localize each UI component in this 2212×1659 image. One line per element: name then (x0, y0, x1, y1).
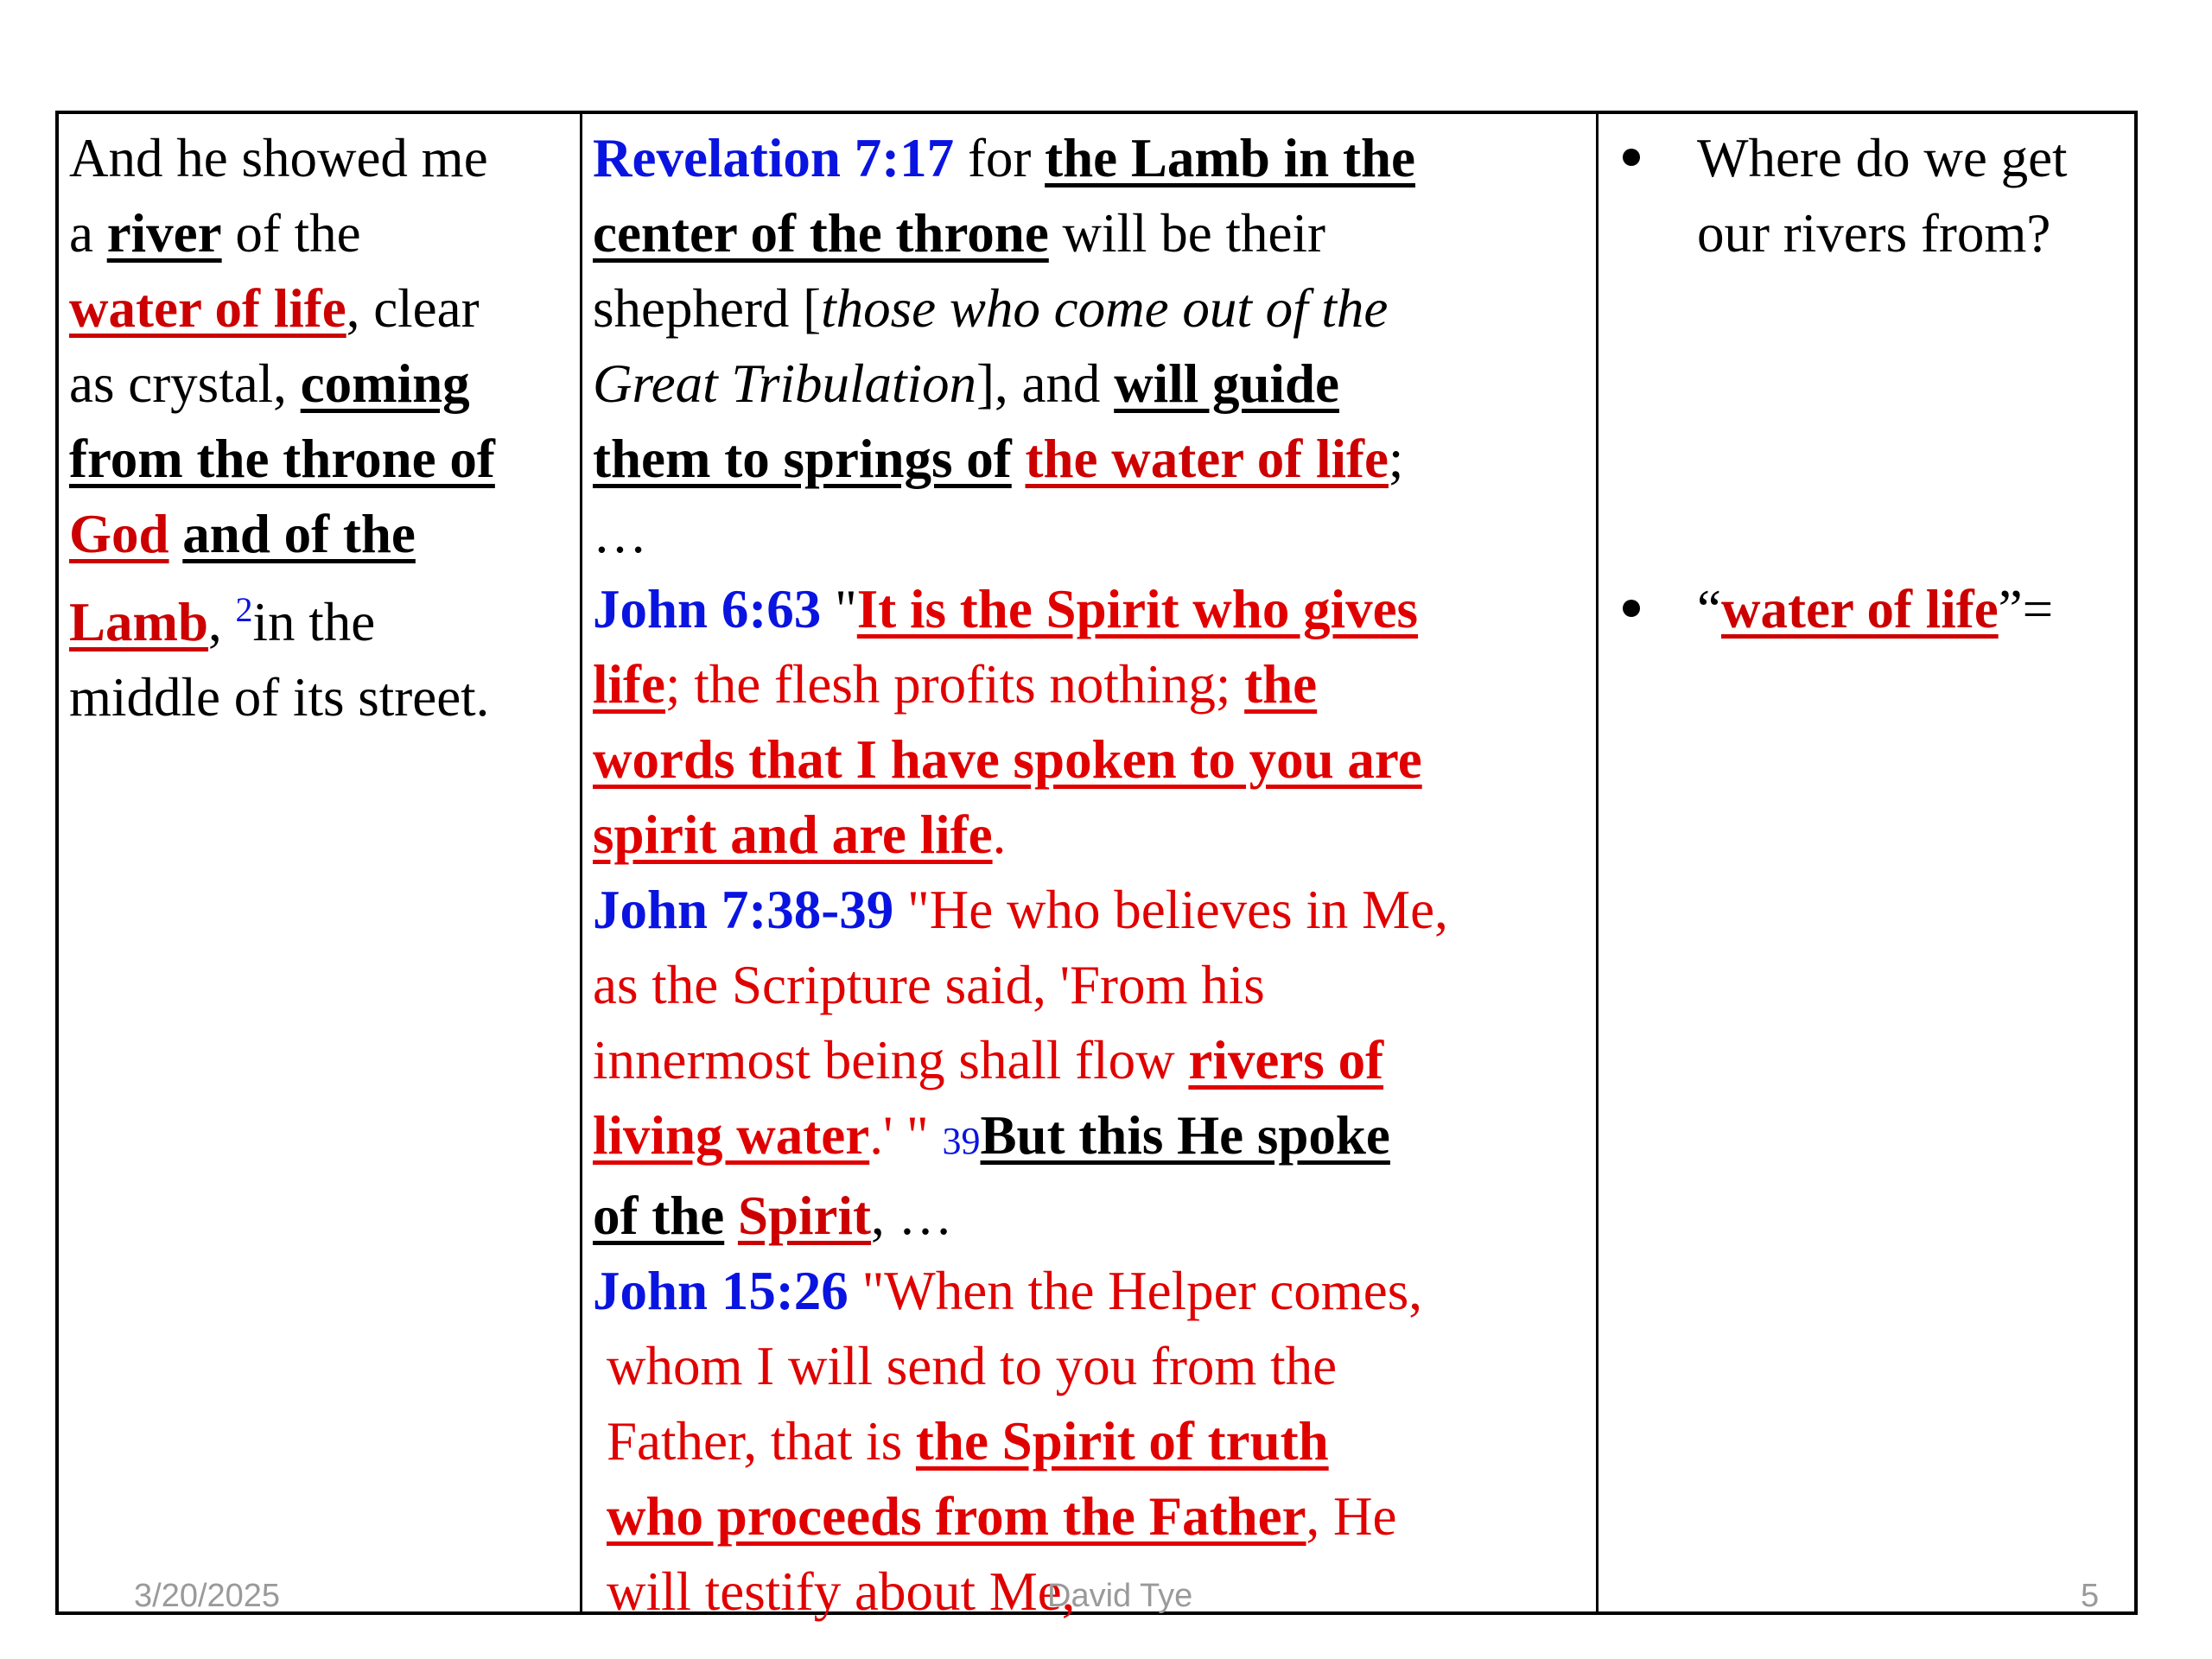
bullet-item: “water of life”= (1611, 572, 2068, 647)
reference-john-7-38-39: John 7:38-39 "He who believes in Me, as the Scripture said, 'From his innermost being shall flow rivers of living water.' " 39But this He spoke of the Spirit, … (593, 880, 1448, 1246)
footer-page-number: 5 (2081, 1578, 2100, 1614)
slide-table (55, 111, 2138, 1622)
right-column (1599, 114, 2134, 1611)
verse-number: 39 (942, 1120, 981, 1162)
left-line-7: Lamb, $^2$in the (69, 590, 376, 652)
verse-number: 2 (235, 590, 253, 629)
revelation-passage (69, 121, 495, 735)
bullet-dot-icon (1623, 600, 1640, 617)
left-column (59, 114, 582, 1611)
scripture-reference: John 7:38-39 (593, 880, 894, 940)
reference-revelation-7-17: Revelation 7:17 for the Lamb in the center of the throne will be their shepherd [those who come out of the Great Tribulation], and will guide them to springs of the water of life; … (593, 128, 1415, 564)
discussion-points (1611, 121, 2068, 647)
reference-john-15-26: John 15:26 "When the Helper comes, whom I will send to you from the Father, that is the Spirit of truth who proceeds from the Father, He will testify about Me, (593, 1261, 1423, 1622)
scripture-reference: John 6:63 (593, 579, 822, 639)
left-line-3: water of life, clear (69, 278, 480, 339)
middle-column (582, 114, 1599, 1622)
reference-john-6-63: John 6:63 "It is the Spirit who gives life; the flesh profits nothing; the words that I have spoken to you are spirit and are life. (593, 579, 1422, 865)
scripture-reference: John 15:26 (593, 1261, 849, 1321)
left-line-1: And he showed me (69, 128, 488, 188)
bullet-item: Where do we get our rivers from? (1611, 121, 2068, 271)
left-line-8: middle of its street. (69, 667, 490, 728)
cross-references (582, 121, 1448, 1630)
scripture-reference: Revelation 7:17 (593, 128, 955, 188)
footer-author: David Tye (1047, 1578, 1193, 1614)
left-line-4: as crystal, coming (69, 353, 470, 414)
left-line-2: a river of the (69, 203, 361, 264)
footer-date: 3/20/2025 (134, 1578, 281, 1614)
left-line-6: God and of the (69, 504, 416, 564)
bullet-dot-icon (1623, 149, 1640, 166)
left-line-5: from the throne of (69, 429, 495, 489)
